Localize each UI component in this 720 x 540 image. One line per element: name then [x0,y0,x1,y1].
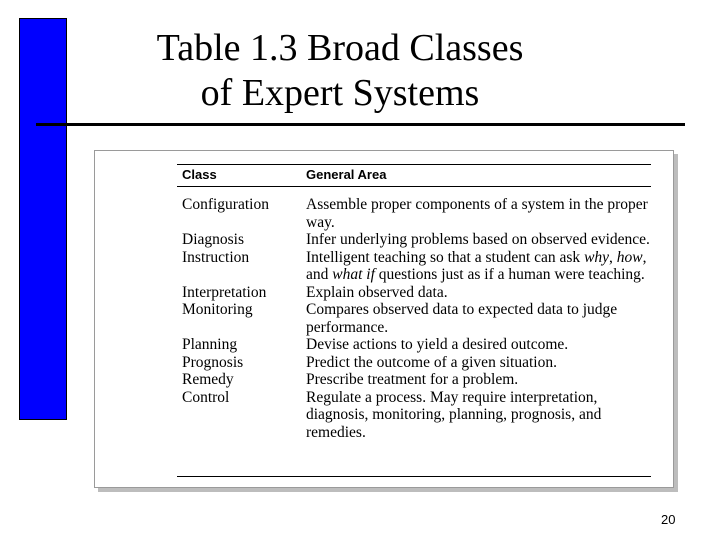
table-bottom-rule [177,476,651,477]
title-line-1: Table 1.3 Broad Classes [156,27,524,69]
row-class: Monitoring [182,301,253,318]
row-class: Planning [182,336,238,353]
row-class: Control [182,388,230,406]
row-class: Interpretation [182,283,267,301]
row-class: Diagnosis [182,231,244,248]
row-class: Instruction [182,248,250,266]
row-class: Prognosis [182,353,244,371]
table-image-frame [94,150,674,488]
row-area: Devise actions to yield a desired outcome. [306,336,569,353]
row-area: Explain observed data. [306,283,448,301]
row-class: Configuration [182,196,269,213]
table-top-rule [177,164,651,165]
slide-title [80,26,600,116]
table-row [182,371,652,389]
table-row [182,301,652,336]
table-row [182,196,652,231]
table-row [182,354,652,372]
title-line-2: of Expert Systems [200,72,480,114]
table-body [182,196,652,441]
row-area: Regulate a process. May require interpretation, diagnosis, monitoring, planning, prognosis, and remedies. [306,388,602,441]
blue-accent-bar [19,18,67,420]
table-row [182,284,652,302]
table-row [182,249,652,284]
title-underline [36,123,685,126]
row-area: Assemble proper components of a system in the proper way. [306,196,648,231]
row-area: Intelligent teaching so that a student can ask why, how, and what if questions just as if a human were teaching. [306,248,647,283]
table-row [182,389,652,442]
table-row [182,336,652,354]
table-header-rule [177,186,651,187]
header-general-area: General Area [306,167,387,182]
table-row [182,231,652,249]
row-area: Compares observed data to expected data to judge performance. [306,301,618,336]
header-class: Class [182,167,217,182]
row-area: Prescribe treatment for a problem. [306,371,519,388]
row-class: Remedy [182,371,234,388]
row-area: Predict the outcome of a given situation. [306,353,557,371]
page-number: 20 [661,512,676,527]
row-area: Infer underlying problems based on observed evidence. [306,231,650,248]
